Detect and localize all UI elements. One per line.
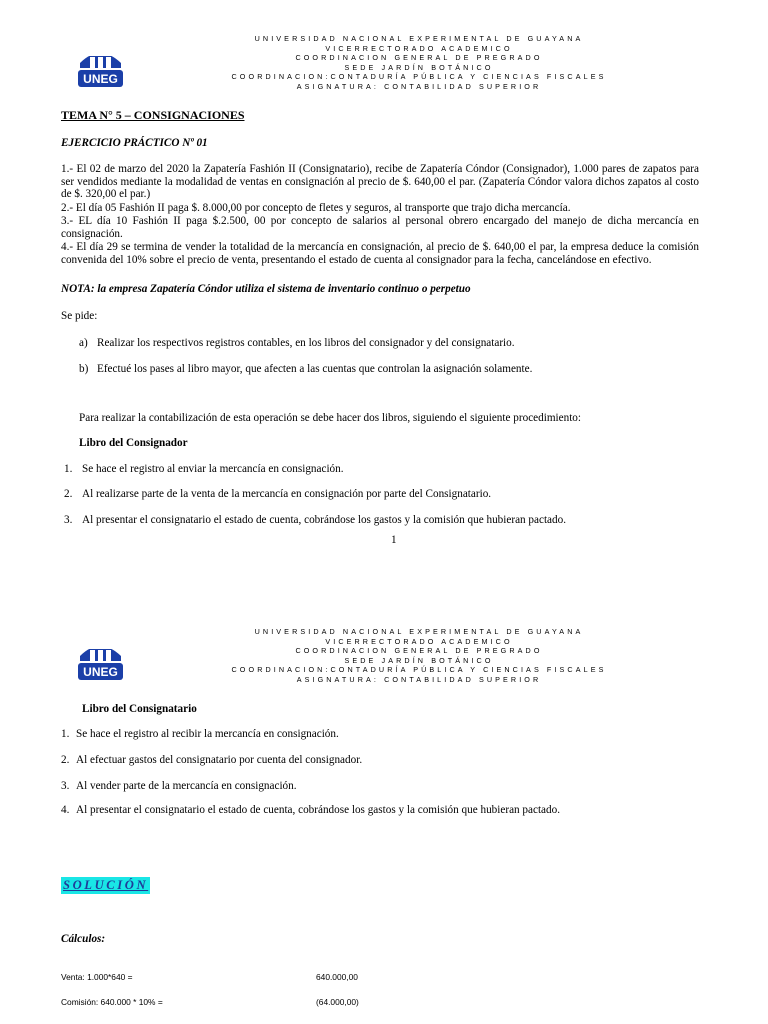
pide-a-marker: a) [79, 337, 88, 349]
calculos-title: Cálculos: [61, 933, 106, 945]
header-coordinacion-general: COORDINACION GENERAL DE PREGRADO [295, 53, 543, 63]
paragraph-4: 4.- El día 29 se termina de vender la totalidad de la mercancía en consignación, al precio de $. 640,00 el par, la empresa deduce la comisión convenida del 10% sobre el precio de venta, presentando el estado de cuenta al consignador para la fecha, cancelándose en efectivo. [61, 241, 699, 266]
list-item: Al presentar el consignatario el estado de cuenta, cobrándose los gastos y la comisión que hubieran pactado. [82, 514, 567, 526]
list-item: Se hace el registro al recibir la mercancía en consignación. [76, 728, 339, 740]
header-coordinacion-general: COORDINACION GENERAL DE PREGRADO [295, 646, 543, 656]
paragraph-1: 1.- El 02 de marzo del 2020 la Zapatería Fashión II (Consignatario), recibe de Zapatería Cóndor (Consignador), 1.000 pares de zapatos para ser vendidos mediante la modalidad de ventas en consignación al precio de $. 640,00 el par. (Zapatería Cóndor valora dichos zapatos al costo de $. 320,00 el par.) [61, 163, 699, 201]
list-item-marker: 3. [64, 514, 73, 526]
solucion-heading: SOLUCIÓN [63, 878, 149, 892]
header-vicerrectorado: VICERRECTORADO ACADEMICO [325, 636, 513, 646]
comision-label: Comisión: 640.000 * 10% = [61, 997, 163, 1007]
list-item-marker: 1. [64, 463, 73, 475]
header-asignatura: ASIGNATURA: CONTABILIDAD SUPERIOR [296, 674, 542, 684]
pide-b-marker: b) [79, 363, 89, 375]
list-item: Al realizarse parte de la venta de la mercancía en consignación por parte del Consignatario. [82, 488, 492, 500]
page-number: 1 [391, 534, 397, 546]
comision-value: (64.000,00) [316, 997, 359, 1007]
list-item: Al efectuar gastos del consignatario por cuenta del consignador. [76, 754, 363, 766]
pide-a-text: Realizar los respectivos registros contables, en los libros del consignador y del consignatario. [97, 337, 515, 349]
header-university: UNIVERSIDAD NACIONAL EXPERIMENTAL DE GUAYANA [254, 34, 584, 43]
svg-text:UNEG: UNEG [83, 72, 118, 86]
intro-text: Para realizar la contabilización de esta operación se debe hacer dos libros, siguiendo el siguiente procedimiento: [79, 412, 582, 424]
list-item-marker: 2. [61, 754, 70, 766]
nota: NOTA: la empresa Zapatería Cóndor utiliza el sistema de inventario continuo o perpetuo [61, 283, 471, 295]
pide-b-text: Efectué los pases al libro mayor, que afecten a las cuentas que controlan la asignación solamente. [97, 363, 533, 375]
consignador-title: Libro del Consignador [79, 437, 188, 449]
list-item-marker: 1. [61, 728, 70, 740]
se-pide: Se pide: [61, 310, 98, 322]
ejercicio-title: EJERCICIO PRÁCTICO Nº 01 [61, 137, 208, 149]
header-coordinacion: COORDINACION:CONTADURÍA PÚBLICA Y CIENCIAS FISCALES [231, 665, 607, 675]
header-vicerrectorado: VICERRECTORADO ACADEMICO [325, 43, 513, 53]
list-item-marker: 2. [64, 488, 73, 500]
consignatario-title: Libro del Consignatario [82, 703, 197, 715]
venta-value: 640.000,00 [316, 972, 358, 982]
header-coordinacion: COORDINACION:CONTADURÍA PÚBLICA Y CIENCIAS FISCALES [231, 72, 607, 82]
header-sede: SEDE JARDÍN BOTÁNICO [344, 62, 494, 72]
svg-text:UNEG: UNEG [83, 665, 118, 679]
list-item-marker: 4. [61, 804, 70, 816]
paragraph-2: 2.- El día 05 Fashión II paga $. 8.000,00 por concepto de fletes y seguros, al transporte que trajo dicha mercancía. [61, 202, 571, 214]
header-sede: SEDE JARDÍN BOTÁNICO [344, 655, 494, 665]
header-university: UNIVERSIDAD NACIONAL EXPERIMENTAL DE GUAYANA [254, 627, 584, 636]
list-item: Al presentar el consignatario el estado de cuenta, cobrándose los gastos y la comisión que hubieran pactado. [76, 804, 561, 816]
header-asignatura: ASIGNATURA: CONTABILIDAD SUPERIOR [296, 81, 542, 91]
venta-label: Venta: 1.000*640 = [61, 972, 133, 982]
paragraph-3: 3.- EL día 10 Fashión II paga $.2.500, 00 por concepto de salarios al personal obrero encargado del manejo de dicha mercancía en consignación. [61, 215, 699, 240]
tema-title: TEMA N° 5 – CONSIGNACIONES [61, 108, 245, 122]
list-item: Al vender parte de la mercancía en consignación. [76, 780, 297, 792]
list-item-marker: 3. [61, 780, 70, 792]
list-item: Se hace el registro al enviar la mercancía en consignación. [82, 463, 344, 475]
